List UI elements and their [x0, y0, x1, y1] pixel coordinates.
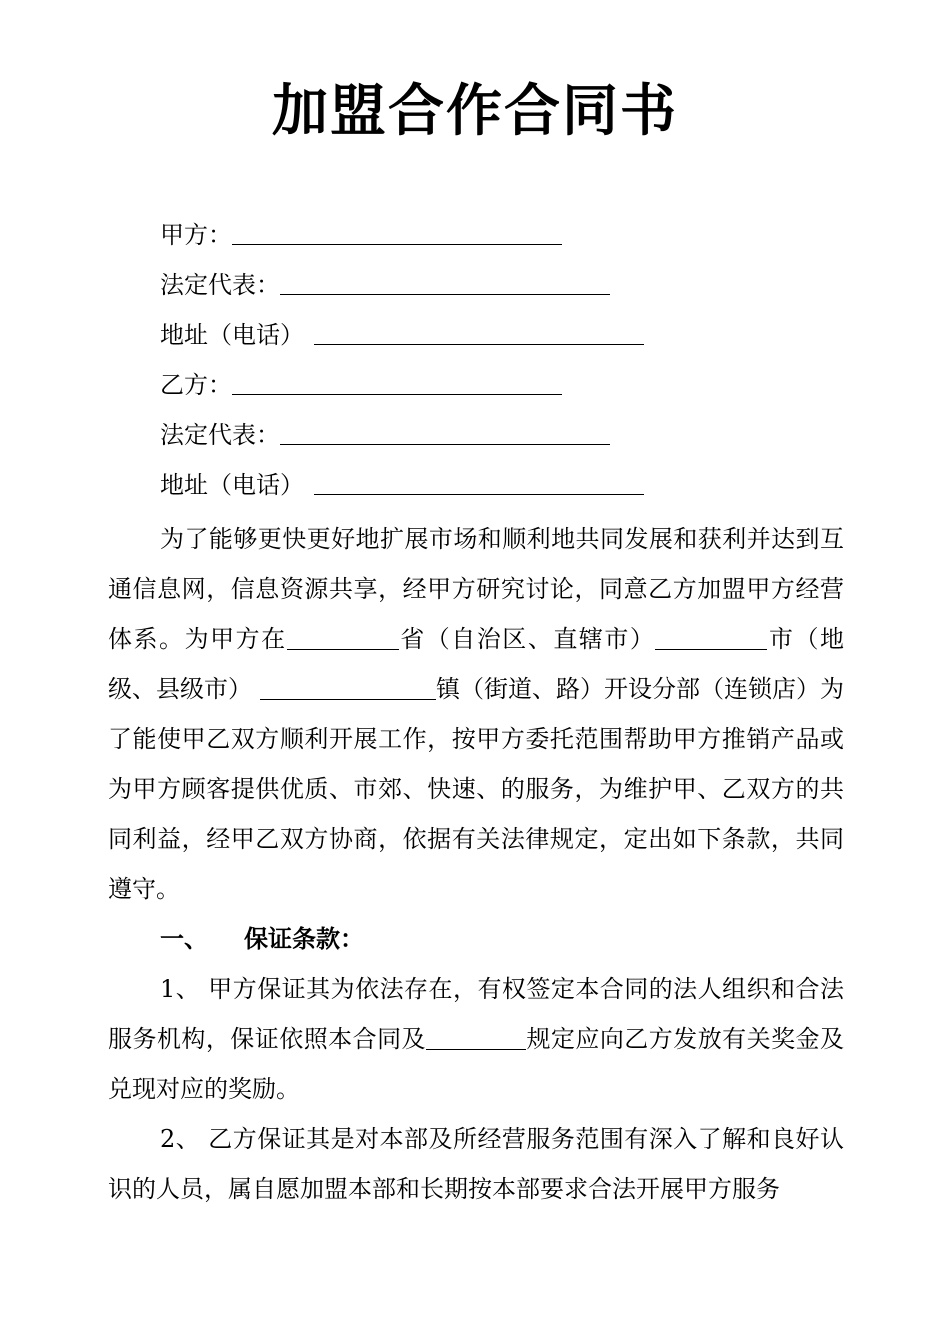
city-blank: [655, 627, 767, 650]
section-title: 保证条款：: [244, 925, 364, 953]
party-b-name-blank: [232, 370, 562, 395]
party-a-rep-field: [160, 269, 610, 301]
party-a-name-blank: [232, 220, 562, 245]
intro-text-4: 镇（街道、路）开设分部（连锁店）为了能使甲乙双方顺利开展工作，按甲方委托范围帮助甲方推销产品或为甲方顾客提供优质、市郊、快速、的服务，为维护甲、乙双方的共同利益，经甲乙双方协商，依据有关法律规定，定出如下条款，共同遵守。: [108, 675, 844, 903]
intro-text-1: 为了能够更快更好地扩展市场和顺利地共同发展和获利并达到互通信息网，信息资源共享，经甲方研究讨论，同意乙方加盟甲方经营体系。为甲方在: [108, 525, 844, 653]
clause-2: [108, 1114, 844, 1214]
party-b-address-label: 地址（电话）: [160, 471, 304, 499]
section-heading: [108, 914, 844, 964]
party-a-address-label: 地址（电话）: [160, 321, 304, 349]
clause-2-text: 2、 乙方保证其是对本部及所经营服务范围有深入了解和良好认识的人员，属自愿加盟本部和长期按本部要求合法开展甲方服务: [108, 1125, 844, 1203]
party-a-rep-blank: [280, 270, 610, 295]
town-blank: [260, 677, 436, 700]
party-b-address-field: [160, 469, 644, 501]
clause-1: [108, 964, 844, 1114]
section-number: 一、: [160, 925, 208, 953]
party-a-rep-label: 法定代表：: [160, 271, 280, 299]
intro-text-2: 省（自治区、直辖市）: [398, 625, 656, 653]
party-b-address-blank: [314, 470, 644, 495]
party-b-rep-blank: [280, 420, 610, 445]
intro-text-3: 市（地级、县级市）: [108, 625, 845, 703]
regulation-blank: [426, 1027, 526, 1050]
contract-body: [108, 514, 844, 1214]
clause-1-text-2: 规定应向乙方发放有关奖金及兑现对应的奖励。: [108, 1025, 844, 1103]
party-b-name-label: 乙方：: [160, 371, 232, 399]
party-a-address-field: [160, 319, 644, 351]
party-b-rep-label: 法定代表：: [160, 421, 280, 449]
province-blank: [287, 627, 399, 650]
party-a-name-label: 甲方：: [160, 221, 232, 249]
party-a-address-blank: [314, 320, 644, 345]
party-a-name-field: [160, 219, 562, 251]
party-b-rep-field: [160, 419, 610, 451]
document-title: 加盟合作合同书: [272, 79, 678, 144]
party-b-name-field: [160, 369, 562, 401]
intro-paragraph: [108, 514, 844, 914]
clause-1-text-1: 1、 甲方保证其为依法存在，有权签定本合同的法人组织和合法服务机构，保证依照本合同及: [108, 975, 844, 1053]
